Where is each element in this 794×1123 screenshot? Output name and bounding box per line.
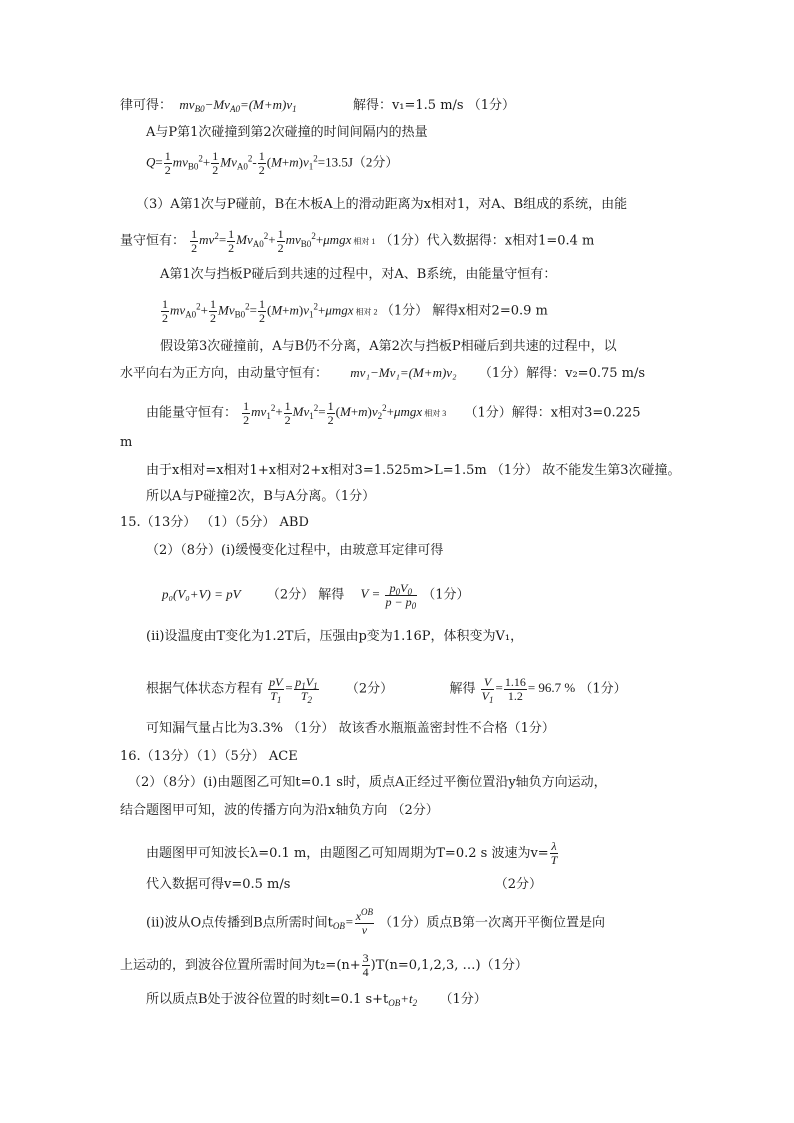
text-span: （1分）质点B第一次离开平衡位置是向: [379, 915, 605, 931]
text-line: [162, 582, 470, 609]
equation: $\frac{V}{V_1}$ = $\frac{1.16}{1.2}$ = 96.7 %: [481, 675, 576, 705]
text-line: A第1次与挡板P碰后到共速的过程中，对A、B系统，由能量守恒有：: [160, 267, 557, 282]
text-line: (ⅱ)波从O点传播到B点所需时间$t_{OB}=$ $x^{OB}$ v （1分）质点B第一次离开平衡位置是向: [146, 907, 605, 937]
text-span: （1分）: [579, 681, 627, 697]
text-line: 15.（13分） （1）（5分） ABD: [120, 515, 309, 530]
text-line: [146, 676, 627, 703]
text-span: )T(n=0,1,2,3, …)（1分）: [370, 958, 528, 973]
text-span: 量守恒有：: [120, 233, 186, 249]
equation: p₀(V₀+V) = pV: [162, 586, 241, 602]
text-span: 解得：v₁=1.5 m/s （1分）: [352, 98, 515, 113]
text-line: [120, 228, 594, 255]
text-span: （1分）解得：x相对3=0.225: [464, 405, 641, 421]
text-span: 由题图甲可知波长λ=0.1 m，由题图乙可知周期为T=0.2 s 波速为v=: [146, 846, 549, 861]
text-span: 代入数据可得v=0.5 m/s: [146, 877, 291, 892]
text-line: m: [120, 435, 133, 450]
equation: V = $\frac{p_0V_0}{p - p_0}$: [360, 581, 417, 611]
equation: $\frac{1}{2}$ $mv^2=$ $\frac{1}{2}$ $Mv_{A0}^2+$ $\frac{1}{2}$ $mv_{B0}^2+\mu mgx$ 相对 1: [191, 227, 376, 255]
text-line: 由于x相对=x相对1+x相对2+x相对3=1.525m>L=1.5m （1分） 故不能发生第3次碰撞。: [146, 463, 681, 478]
text-line: 所以质点B处于波谷位置的时刻t=0.1 $s+t_{OB}+t_2$ （1分）: [146, 991, 487, 1008]
text-line: （2）（8分）(ⅰ)由题图乙可知t=0.1 s时，质点A正经过平衡位置沿y轴负方向运动，: [128, 775, 607, 790]
text-line: 可知漏气量占比为3.3% （1分） 故该香水瓶瓶盖密封性不合格（1分）: [146, 721, 555, 736]
text-span: (ⅱ)波从O点传播到B点所需时间t: [146, 915, 333, 931]
text-line: 假设第3次碰撞前，A与B仍不分离，A第2次与挡板P相碰后到共速的过程中，以: [160, 339, 617, 354]
text-span: （2分）: [494, 877, 542, 892]
text-line: 所以A与P碰撞2次，B与A分离。（1分）: [146, 489, 376, 504]
text-line: A与P第1次碰撞到第2次碰撞的时间间隔内的热量: [146, 125, 428, 140]
text-line: （3）A第1次与P碰前，B在木板A上的滑动距离为x相对1，对A、B组成的系统，由能: [136, 197, 628, 212]
equation-line: Q= $\frac{1}{2}$ $mv_{B0}^2+$ $\frac{1}{2}$ $Mv_{A0}^2-$ $\frac{1}{2}$ $(M+m)v_1^2=13.5J(2$分）: [146, 149, 399, 177]
text-span: 水平向右为正方向，由动量守恒有：: [120, 366, 329, 381]
equation: mv₁−Mv₁=(M+m)v₂: [350, 365, 457, 380]
text-line: [120, 952, 528, 979]
text-line: [146, 840, 559, 867]
text-line: 16.（13分）（1）（5分） ACE: [120, 749, 298, 764]
text-line: [146, 400, 640, 427]
text-line: [146, 876, 542, 894]
fraction: $\frac{3}{4}$: [362, 951, 369, 979]
text-line: (ⅱ)设温度由T变化为1.2T后，压强由p变为1.16P，体积变为V₁，: [146, 629, 524, 644]
text-span: （2分）: [345, 681, 394, 697]
text-span: （1分）: [439, 992, 487, 1007]
equation: $mv_{B0}-Mv_{A0}=(M+m)v_1$: [176, 97, 297, 114]
text-span: 律可得：: [120, 98, 173, 113]
text-span: 由能量守恒有：: [146, 405, 238, 421]
equation: $\frac{1}{2}$ $mv_1^2+$ $\frac{1}{2}$ $Mv_1^2=$ $\frac{1}{2}$ $(M+m)v_2^2+\mu mgx$ 相对 3: [243, 399, 447, 427]
text-span: =13.5J（2分）: [317, 154, 399, 170]
text-line: [120, 96, 515, 115]
text-span: （1分）解得：v₂=0.75 m/s: [478, 366, 646, 381]
fraction: $\frac{\lambda}{T}$: [550, 839, 558, 867]
text-span: （1分）: [422, 587, 470, 603]
text-span: 解得: [449, 681, 476, 697]
equation-line: $\frac{1}{2}$ $mv_{A0}^2+$ $\frac{1}{2}$ $Mv_{B0}^2=$ $\frac{1}{2}$ $(M+m)v_1^2+\mu mgx$ 相对 2 （1分） 解得x相对2=0.9 m: [162, 297, 548, 325]
text-line: [120, 364, 645, 383]
text-span: 所以质点B处于波谷位置的时刻t=0.1 s+t: [146, 992, 389, 1007]
equation: $\frac{pV}{T_1}$ = $\frac{p_1V_1}{T_2}$: [269, 675, 318, 705]
text-line: （2）（8分）(ⅰ)缓慢变化过程中，由玻意耳定律可得: [146, 543, 444, 558]
text-span: （1分）代入数据得：x相对1=0.4 m: [379, 233, 595, 249]
text-line: 结合题图甲可知，波的传播方向为沿x轴负方向 （2分）: [120, 803, 439, 818]
text-span: （1分） 解得x相对2=0.9 m: [380, 303, 548, 319]
text-span: 根据气体状态方程有: [146, 681, 264, 697]
text-span: 上运动的，到波谷位置所需时间为t₂=(n+: [120, 958, 361, 973]
text-span: （2分） 解得: [266, 587, 345, 603]
